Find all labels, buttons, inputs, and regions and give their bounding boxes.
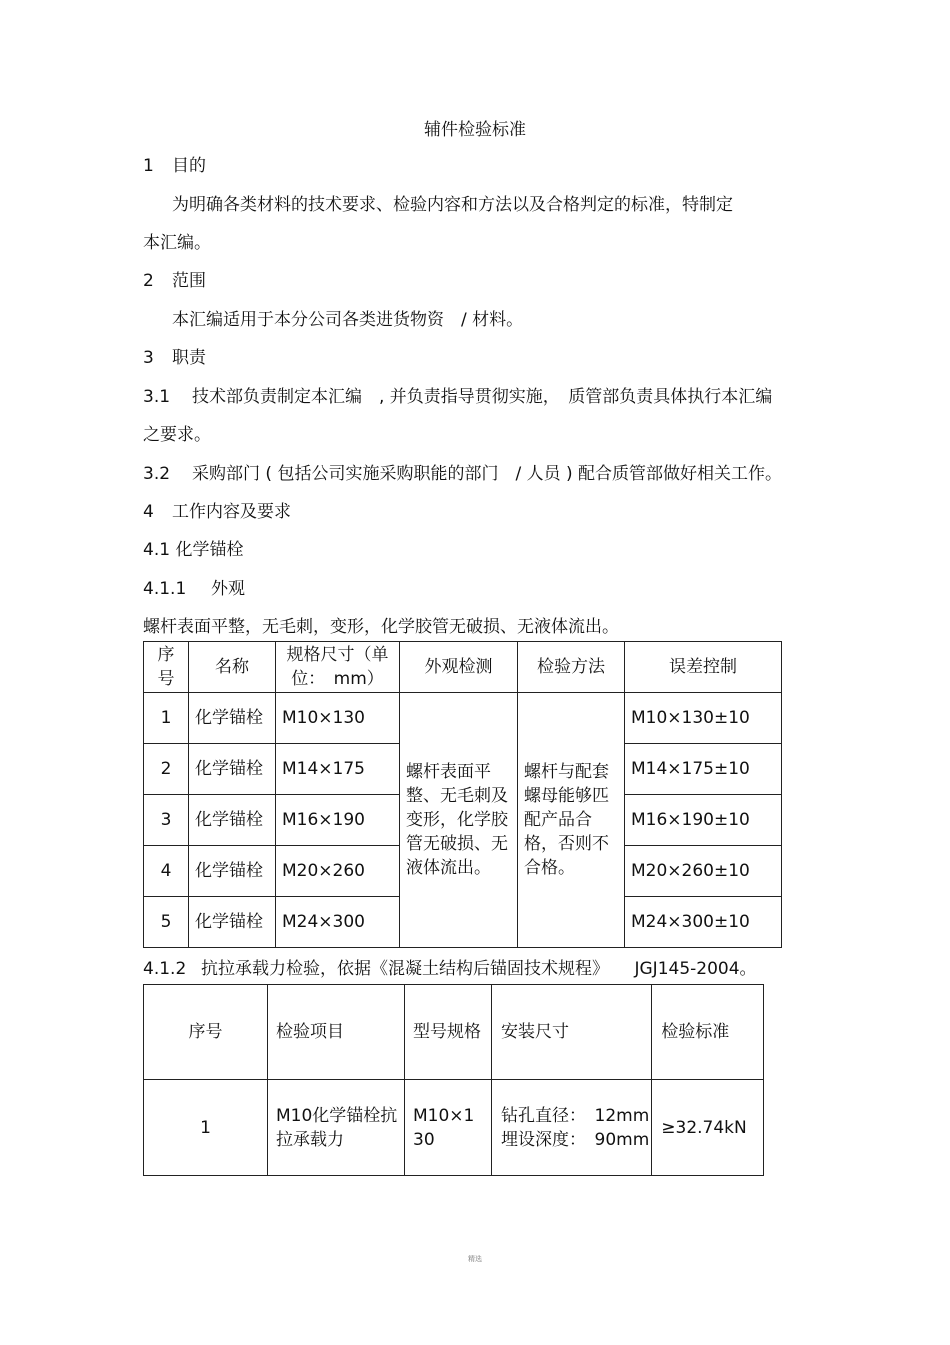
column-header: 型号规格 [405,985,492,1080]
row-tolerance: M10×130±10 [625,693,782,744]
row-tolerance: M24×300±10 [625,897,782,948]
column-header: 名称 [189,642,276,693]
section-number: 3.2 [143,464,171,484]
section-number: 1 [143,156,154,176]
row-spec: M14×175 [276,744,400,795]
section-number: 3.1 [143,387,171,407]
anchor-spec-table [143,641,782,948]
page-title: 辅件检验标准 [424,120,526,140]
tensile-test-table [143,984,764,1176]
test-item: M10化学锚栓抗拉承载力 [268,1080,405,1176]
table-row [144,693,782,744]
section-number: 4.1.1 [143,579,187,599]
row-spec: M24×300 [276,897,400,948]
section-3-1 [143,386,772,408]
row-name: 化学锚栓 [189,693,276,744]
section-1-body-line-2: 本汇编。 [143,233,211,253]
table-header-row [144,985,764,1080]
row-spec: M16×190 [276,795,400,846]
table-row [144,1080,764,1176]
column-header: 序号 [144,985,268,1080]
row-name: 化学锚栓 [189,846,276,897]
table-header-row [144,642,782,693]
column-header: 检验项目 [268,985,405,1080]
drill-diameter: 钻孔直径： 12mm [501,1105,650,1126]
section-2-body: 本汇编适用于本分公司各类进货物资 / 材料。 [172,310,524,330]
install-size [492,1080,652,1176]
model-spec: M10×130 [405,1080,492,1176]
column-header: 序号 [144,642,189,693]
row-number: 5 [144,897,189,948]
row-spec: M20×260 [276,846,400,897]
row-name: 化学锚栓 [189,897,276,948]
row-tolerance: M20×260±10 [625,846,782,897]
section-4-heading [143,501,291,523]
section-number: 4 [143,502,154,522]
row-tolerance: M14×175±10 [625,744,782,795]
section-heading-text: 工作内容及要求 [172,502,291,522]
row-number: 2 [144,744,189,795]
section-heading-text: 范围 [172,271,206,291]
section-body-text: 技术部负责制定本汇编 , 并负责指导贯彻实施， 质管部负责具体执行本汇编 [192,387,773,407]
section-number: 2 [143,271,154,291]
section-3-1-line-2: 之要求。 [143,425,211,445]
section-2-heading [143,270,206,292]
column-header: 检验标准 [652,985,764,1080]
section-4-1-2 [143,958,757,980]
appearance-check-cell: 螺杆表面平整、无毛刺及变形，化学胶管无破损、无液体流出。 [400,693,518,948]
embed-depth: 埋设深度： 90mm [501,1129,650,1150]
inspection-method-cell: 螺杆与配套螺母能够匹配产品合格，否则不合格。 [518,693,625,948]
column-header: 安装尺寸 [492,985,652,1080]
section-1-body-line-1: 为明确各类材料的技术要求、检验内容和方法以及合格判定的标准，特制定 [172,195,733,215]
section-heading-text: 职责 [172,348,206,368]
section-4-1-1-body: 螺杆表面平整，无毛刺，变形，化学胶管无破损、无液体流出。 [143,617,619,637]
row-number: 1 [144,693,189,744]
row-spec: M10×130 [276,693,400,744]
row-tolerance: M16×190±10 [625,795,782,846]
section-body-text: 采购部门 ( 包括公司实施采购职能的部门 / 人员 ) 配合质管部做好相关工作。 [192,464,783,484]
section-heading-text: 目的 [172,156,206,176]
row-name: 化学锚栓 [189,795,276,846]
section-3-heading [143,347,206,369]
column-header: 误差控制 [625,642,782,693]
section-body-text: 抗拉承载力检验，依据《混凝土结构后锚固技术规程》 JGJ145-2004。 [201,959,757,979]
section-number: 3 [143,348,154,368]
row-number: 3 [144,795,189,846]
test-standard: ≥32.74kN [652,1080,764,1176]
section-4-1-heading: 4.1 化学锚栓 [143,540,244,560]
section-number: 4.1.2 [143,959,187,979]
column-header: 检验方法 [518,642,625,693]
column-header: 规格尺寸（单位： mm） [276,642,400,693]
section-3-2 [143,463,782,485]
row-name: 化学锚栓 [189,744,276,795]
page-footer: 精选 [468,1255,482,1263]
section-1-heading [143,155,206,177]
row-number: 1 [144,1080,268,1176]
section-4-1-1-heading [143,578,245,600]
section-heading-text: 外观 [211,579,245,599]
column-header: 外观检测 [400,642,518,693]
row-number: 4 [144,846,189,897]
